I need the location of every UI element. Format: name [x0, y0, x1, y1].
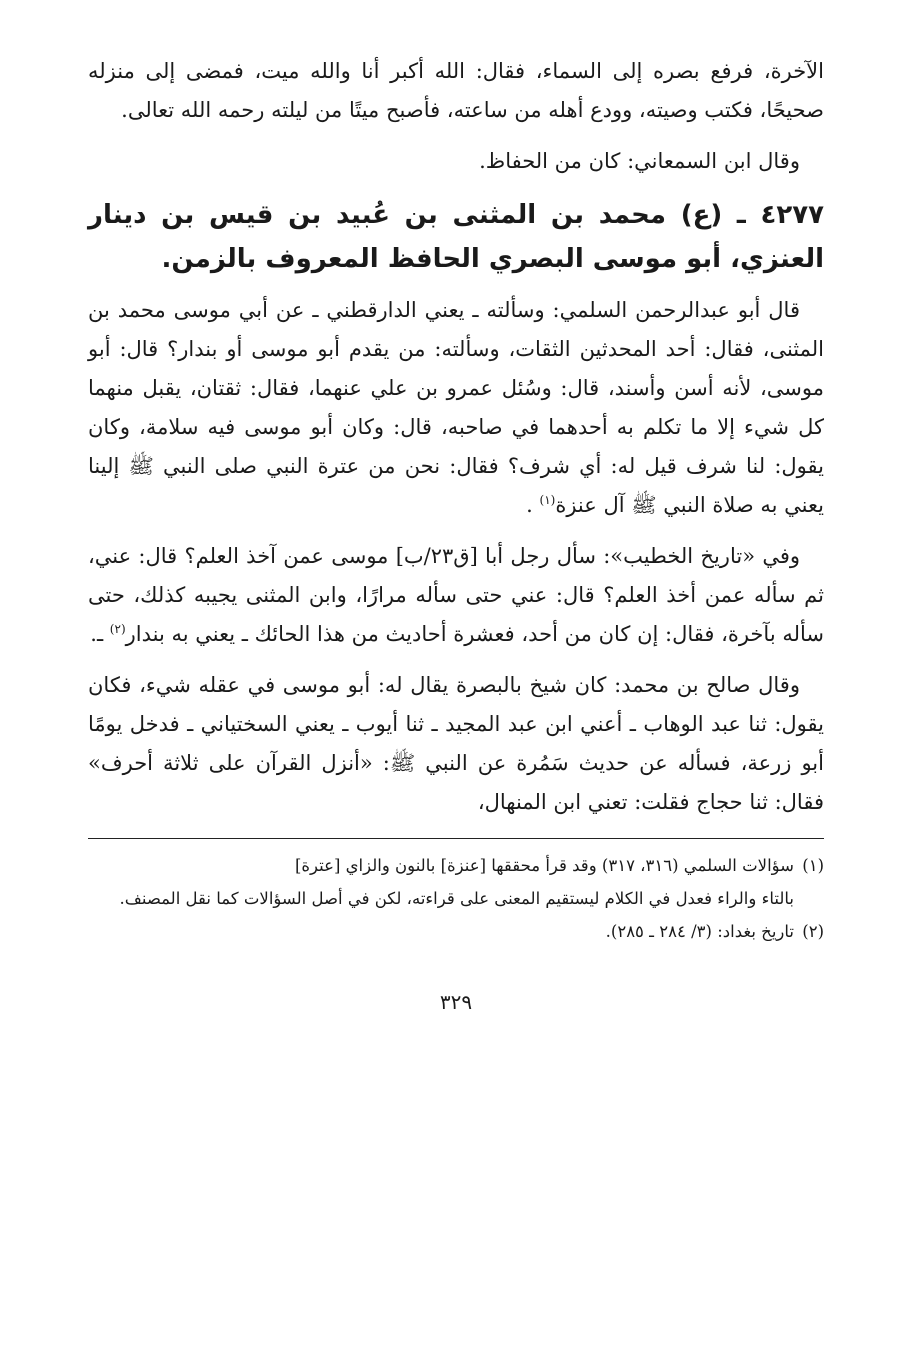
paragraph-sulami [88, 291, 824, 525]
footnote-divider [88, 838, 824, 839]
paragraph-khatib [88, 537, 824, 654]
paragraph-sulami-end: . [526, 493, 540, 517]
footnotes [88, 849, 824, 948]
footnote-2 [88, 915, 824, 948]
footnote-1-line1: سؤالات السلمي (٣١٦، ٣١٧) وقد قرأ محققها [عنزة] بالنون والزاي [عترة] [294, 856, 794, 875]
page-number: ٣٢٩ [439, 990, 473, 1014]
footnote-1-continuation: بالتاء والراء فعدل في الكلام ليستقيم المعنى على قراءته، لكن في أصل السؤالات كما نقل المصنف. [119, 889, 794, 908]
paragraph-salih: وقال صالح بن محمد: كان شيخ بالبصرة يقال له: أبو موسى في عقله شيء، فكان يقول: ثنا عبد الوهاب ـ أعني ابن عبد المجيد ـ ثنا أيوب ـ يعني السختياني ـ فدخل يومًا أبو زرعة، فسأله عن حديث سَمُرة عن النبي ﷺ: «أنزل القرآن على ثلاثة أحرف» فقال: ثنا حجاج فقلت: تعني ابن المنهال، [88, 673, 824, 814]
footnote-1-number: (١) [802, 856, 824, 875]
footnote-ref-1[interactable]: (١) [539, 493, 556, 507]
paragraph-khatib-end: ـ. [90, 622, 110, 646]
footnote-ref-2[interactable]: (٢) [109, 622, 126, 636]
footnote-2-number: (٢) [802, 922, 824, 941]
paragraph-ibn-samani: وقال ابن السمعاني: كان من الحفاظ. [479, 149, 800, 173]
footnote-2-line1: تاريخ بغداد: (٣/ ٢٨٤ ـ ٢٨٥). [605, 922, 794, 941]
paragraph-continuation: الآخرة، فرفع بصره إلى السماء، فقال: الله أكبر أنا والله ميت، فمضى إلى منزله صحيحًا، فكتب وصيته، وودع أهله من ساعته، فأصبح ميتًا من ليلته رحمه الله تعالى. [88, 59, 824, 122]
entry-heading: ٤٢٧٧ ـ (ع) محمد بن المثنى بن عُبيد بن قيس بن دينار العنزي، أبو موسى البصري الحافظ المعروف بالزمن. [88, 200, 824, 274]
footnote-1 [88, 849, 824, 882]
paragraph-khatib-text: وفي «تاريخ الخطيب»: سأل رجل أبا [ق٢٣/ب] موسى عمن آخذ العلم؟ قال: عني، ثم سأله عمن أخذ العلم؟ قال: عني حتى سأله مرارًا، وابن المثنى يجيبه كذلك، حتى سأله بآخرة، فقال: إن كان من أحد، فعشرة أحاديث من هذا الحائك ـ يعني به بندار [88, 544, 824, 646]
paragraph-sulami-text: قال أبو عبدالرحمن السلمي: وسألته ـ يعني الدارقطني ـ عن أبي موسى محمد بن المثنى، فقال: أحد المحدثين الثقات، وسألته: من يقدم أبو موسى أو بندار؟ قال: أبو موسى، لأنه أسن وأسند، قال: وسُئل عمرو بن علي عنهما، فقال: ثقتان، يقبل منهما كل شيء إلا ما تكلم به أحدهما في صاحبه، قال: وكان أبو موسى فيه سلامة، وكان يقول: لنا شرف قيل له: أي شرف؟ فقال: نحن من عترة النبي صلى النبي ﷺ إلينا يعني به صلاة النبي ﷺ آل عنزة [88, 298, 824, 517]
book-page [88, 52, 824, 1312]
